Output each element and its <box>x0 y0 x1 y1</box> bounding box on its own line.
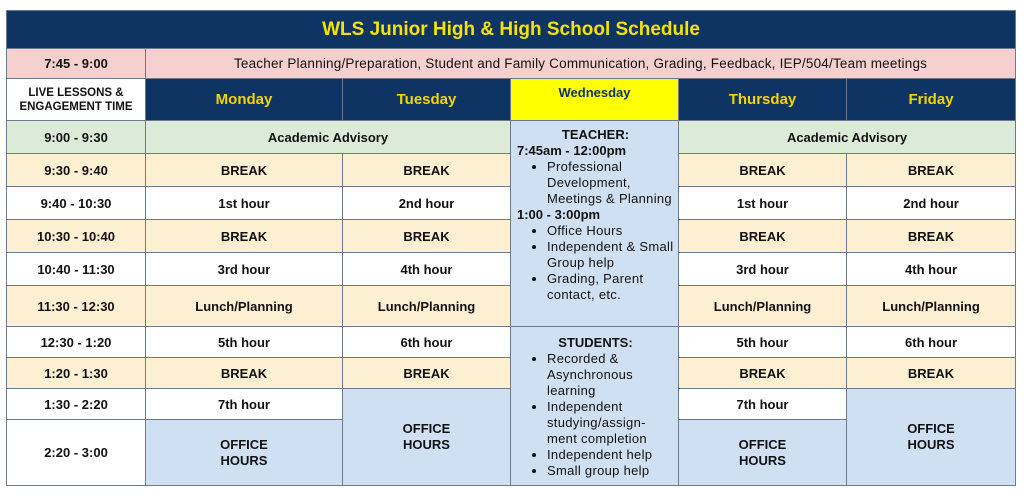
planning-time: 7:45 - 9:00 <box>7 49 146 79</box>
cell-friday: BREAK <box>847 154 1016 187</box>
time-slot: 12:30 - 1:20 <box>7 327 146 358</box>
cell-friday: 4th hour <box>847 253 1016 286</box>
office-line1: OFFICE <box>738 436 787 452</box>
time-slot: 10:40 - 11:30 <box>7 253 146 286</box>
time-slot: 9:40 - 10:30 <box>7 187 146 220</box>
day-header-friday: Friday <box>847 79 1016 121</box>
cell-thursday: BREAK <box>679 358 847 389</box>
office-hours-friday <box>847 389 1016 486</box>
cell-tuesday: Lunch/Planning <box>343 286 511 327</box>
list-item: • Independent help <box>547 447 674 463</box>
time-slot: 9:00 - 9:30 <box>7 121 146 154</box>
cell-monday: BREAK <box>146 358 343 389</box>
office-line1: OFFICE <box>402 421 451 436</box>
wednesday-students-block <box>511 327 679 486</box>
time-slot: 1:20 - 1:30 <box>7 358 146 389</box>
teacher-block2-list <box>517 223 674 303</box>
day-header-thursday: Thursday <box>679 79 847 121</box>
teacher-heading: TEACHER: <box>561 127 630 142</box>
cell-tuesday: 6th hour <box>343 327 511 358</box>
cell-tuesday: BREAK <box>343 220 511 253</box>
cell-thursday: 5th hour <box>679 327 847 358</box>
planning-description: Teacher Planning/Preparation, Student and Family Communication, Grading, Feedback, IEP/504/Team meetings <box>146 49 1016 79</box>
cell-monday: 3rd hour <box>146 253 343 286</box>
cell-thursday: BREAK <box>679 220 847 253</box>
office-hours-tuesday <box>343 389 511 486</box>
teacher-block1-time: 7:45am - 12:00pm <box>517 143 627 158</box>
cell-thursday: BREAK <box>679 154 847 187</box>
list-item: • Small group help <box>547 463 674 479</box>
cell-friday: 2nd hour <box>847 187 1016 220</box>
advisory-mon-tue: Academic Advisory <box>146 121 511 154</box>
time-slot: 2:20 - 3:00 <box>7 420 146 486</box>
time-header-line2: ENGAGEMENT TIME <box>19 100 133 113</box>
list-item: • Recorded & Asynchronous learning <box>547 351 674 399</box>
time-slot: 9:30 - 9:40 <box>7 154 146 187</box>
wednesday-teacher-block <box>511 121 679 327</box>
office-line1: OFFICE <box>907 421 955 436</box>
students-list <box>517 351 674 479</box>
cell-monday: BREAK <box>146 220 343 253</box>
cell-thursday: 7th hour <box>679 389 847 420</box>
day-header-tuesday: Tuesday <box>343 79 511 121</box>
cell-tuesday: BREAK <box>343 358 511 389</box>
cell-monday: 5th hour <box>146 327 343 358</box>
time-header-line1: LIVE LESSONS & <box>28 86 124 99</box>
office-line2: HOURS <box>907 437 955 452</box>
teacher-block1-list <box>517 159 674 207</box>
schedule-table <box>6 10 1016 486</box>
list-item: • Office Hours <box>547 223 674 239</box>
cell-tuesday: 4th hour <box>343 253 511 286</box>
office-line2: HOURS <box>739 452 786 468</box>
list-item: • Professional Development, Meetings & Planning <box>547 159 674 207</box>
office-line1: OFFICE <box>220 436 268 452</box>
office-line2: HOURS <box>403 437 450 452</box>
cell-monday: Lunch/Planning <box>146 286 343 327</box>
cell-monday: 1st hour <box>146 187 343 220</box>
cell-friday: BREAK <box>847 220 1016 253</box>
list-item: • Grading, Parent contact, etc. <box>547 271 674 303</box>
advisory-thu-fri: Academic Advisory <box>679 121 1016 154</box>
day-header-wednesday: Wednesday <box>511 79 679 121</box>
cell-friday: 6th hour <box>847 327 1016 358</box>
time-column-header <box>7 79 146 121</box>
cell-friday: Lunch/Planning <box>847 286 1016 327</box>
list-item: • Independent & Small Group help <box>547 239 674 271</box>
cell-thursday: 1st hour <box>679 187 847 220</box>
time-slot: 11:30 - 12:30 <box>7 286 146 327</box>
office-line2: HOURS <box>220 452 268 468</box>
teacher-block2-time: 1:00 - 3:00pm <box>517 207 601 222</box>
cell-tuesday: 2nd hour <box>343 187 511 220</box>
cell-thursday: Lunch/Planning <box>679 286 847 327</box>
cell-friday: BREAK <box>847 358 1016 389</box>
time-slot: 1:30 - 2:20 <box>7 389 146 420</box>
cell-thursday: 3rd hour <box>679 253 847 286</box>
list-item: • Independent studying/assign-ment completion <box>547 399 674 447</box>
day-header-monday: Monday <box>146 79 343 121</box>
time-slot: 10:30 - 10:40 <box>7 220 146 253</box>
cell-tuesday: BREAK <box>343 154 511 187</box>
students-heading: STUDENTS: <box>558 335 633 350</box>
cell-monday: 7th hour <box>146 389 343 420</box>
office-hours-monday <box>146 420 343 486</box>
cell-monday: BREAK <box>146 154 343 187</box>
schedule-title: WLS Junior High & High School Schedule <box>7 11 1016 49</box>
office-hours-thursday <box>679 420 847 486</box>
